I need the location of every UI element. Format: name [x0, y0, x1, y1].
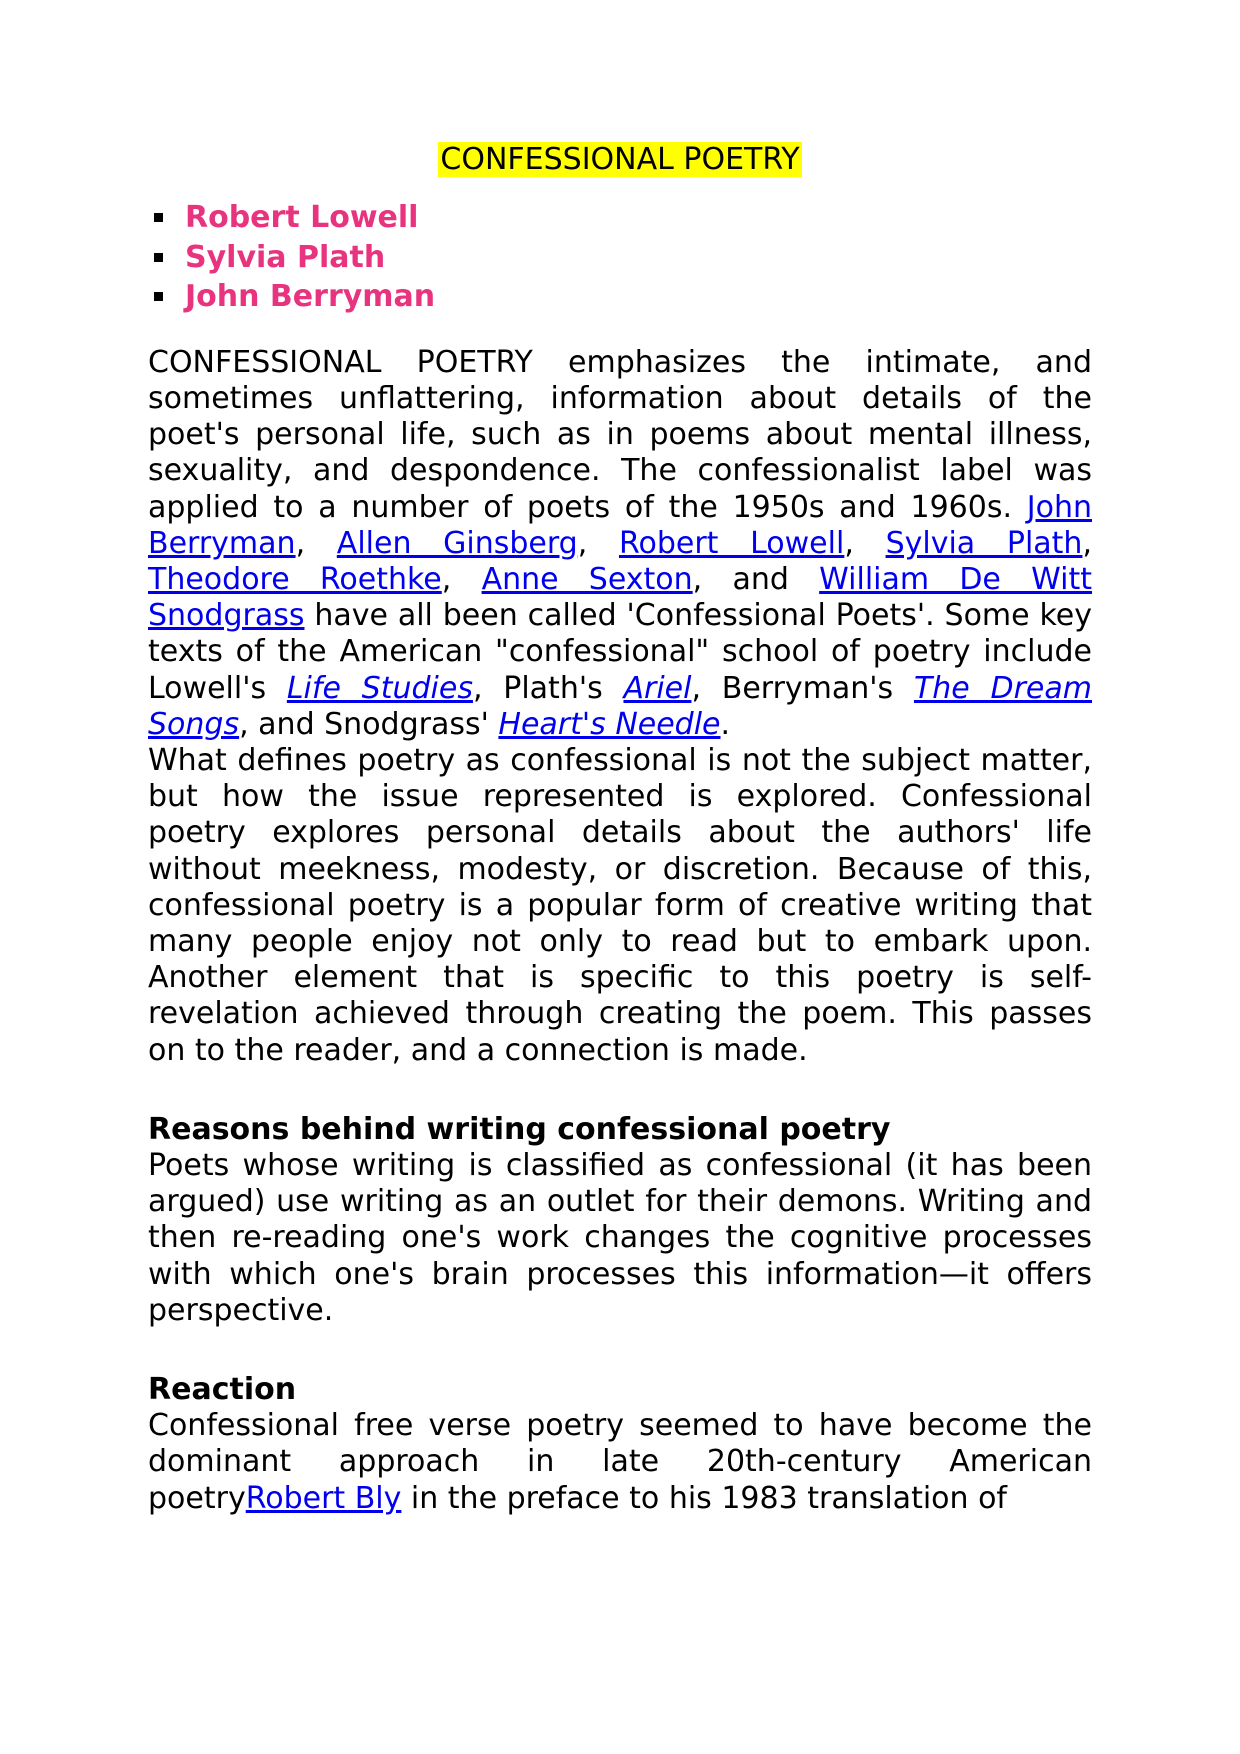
separator: ,	[441, 561, 482, 597]
link-the-dream-songs[interactable]: The Dream Songs	[148, 670, 1092, 742]
link-allen-ginsberg[interactable]: Allen Ginsberg	[336, 525, 578, 561]
reaction-text: Confessional free verse poetry seemed to have become the dominant approach in late 20th-century American poetry	[148, 1408, 1092, 1516]
separator: ,	[844, 525, 886, 561]
intro-text: , Berryman's	[691, 670, 914, 706]
intro-paragraph	[148, 345, 1092, 743]
link-william-de-witt-snodgrass[interactable]: William De Witt Snodgrass	[148, 561, 1092, 634]
link-anne-sexton[interactable]: Anne Sexton	[481, 561, 693, 597]
separator: ,	[1082, 525, 1092, 561]
reaction-paragraph	[148, 1408, 1092, 1517]
separator: ,	[577, 525, 619, 561]
definition-paragraph: What defines poetry as confessional is not the subject matter, but how the issue represented is explored. Confessional poetry explores personal details about the authors' life without meekness, modesty, or discretion. Because of this, confessional poetry is a popular form of creative writing that many people enjoy not only to read but to embark upon. Another element that is specific to this poetry is self-revelation achieved through creating the poem. This passes on to the reader, and a connection is made.	[148, 742, 1092, 1068]
link-robert-lowell[interactable]: Robert Lowell	[618, 525, 845, 561]
intro-text: , and Snodgrass'	[239, 706, 499, 742]
spacer	[148, 1069, 1092, 1112]
document-title: CONFESSIONAL POETRY	[440, 142, 800, 177]
link-robert-bly[interactable]: Robert Bly	[245, 1480, 402, 1516]
link-sylvia-plath[interactable]: Sylvia Plath	[885, 525, 1083, 561]
poet-name: Sylvia Plath	[185, 239, 386, 275]
link-john-berryman[interactable]: John Berryman	[148, 489, 1092, 561]
poet-list-item	[148, 277, 1092, 317]
reaction-heading: Reaction	[148, 1371, 297, 1407]
reaction-text: in the preface to his 1983 translation of	[401, 1480, 1007, 1516]
poet-list-item	[148, 238, 1092, 278]
document-page	[148, 142, 1092, 1517]
poet-name: John Berryman	[185, 279, 436, 315]
intro-text: .	[720, 706, 731, 742]
square-bullet-icon	[154, 253, 163, 262]
poet-list-item	[148, 198, 1092, 238]
link-theodore-roethke[interactable]: Theodore Roethke	[148, 561, 442, 597]
square-bullet-icon	[154, 292, 163, 301]
intro-text: CONFESSIONAL POETRY emphasizes the intimate, and sometimes unflattering, information about details of the poet's personal life, such as in poems about mental illness, sexuality, and despondence. The confessionalist label was applied to a number of poets of the 1950s and 1960s.	[148, 344, 1092, 525]
intro-text: have all been called 'Confessional Poets'. Some key texts of the American "confessional" school of poetry include Lowell's	[148, 598, 1092, 706]
title-block	[148, 142, 1092, 178]
reasons-paragraph: Poets whose writing is classified as confessional (it has been argued) use writing as an outlet for their demons. Writing and then re-reading one's work changes the cognitive processes with which one's brain processes this information—it offers perspective.	[148, 1147, 1092, 1328]
link-life-studies[interactable]: Life Studies	[286, 670, 473, 706]
link-ariel[interactable]: Ariel	[623, 670, 692, 706]
poet-list	[148, 198, 1092, 317]
square-bullet-icon	[154, 213, 163, 222]
separator: , and	[692, 561, 820, 597]
poet-name: Robert Lowell	[185, 200, 419, 236]
reasons-heading: Reasons behind writing confessional poetry	[148, 1111, 891, 1147]
separator: ,	[295, 525, 337, 561]
spacer	[148, 1329, 1092, 1372]
intro-text: , Plath's	[472, 670, 624, 706]
link-hearts-needle[interactable]: Heart's Needle	[498, 706, 721, 742]
